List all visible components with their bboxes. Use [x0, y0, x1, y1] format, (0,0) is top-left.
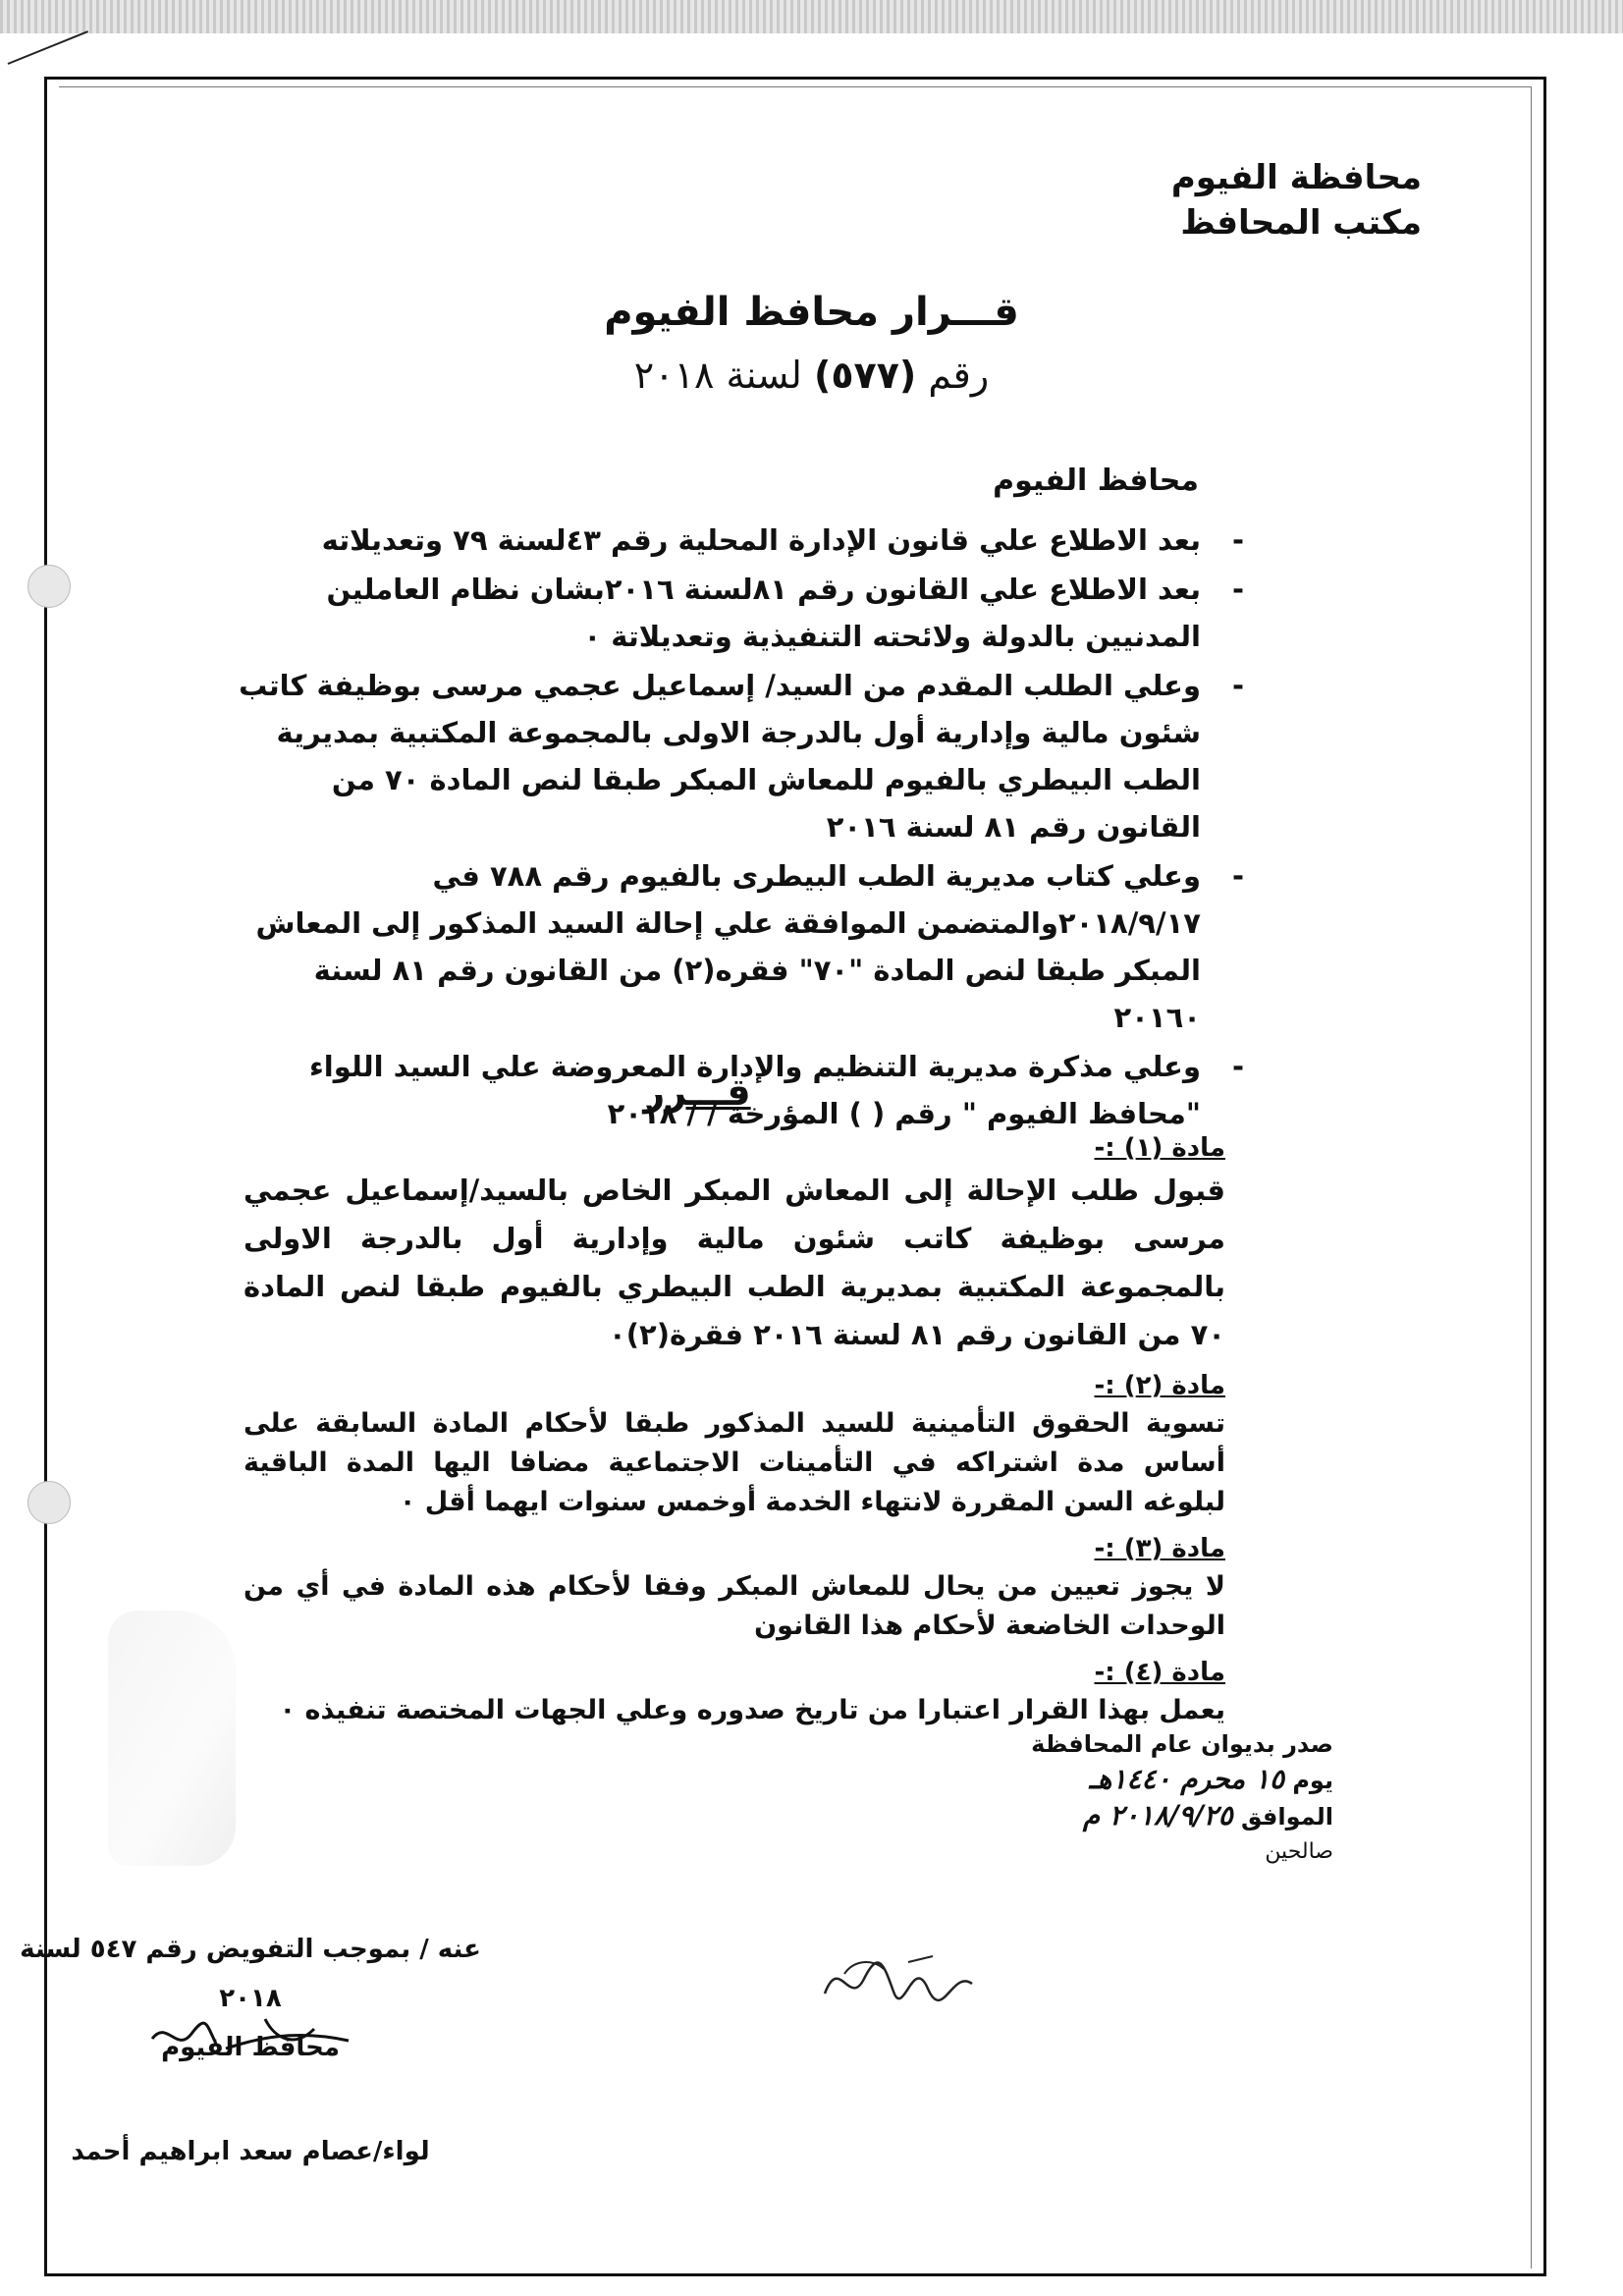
article-label: مادة (٢) :-	[1094, 1371, 1225, 1400]
decision-number-prefix: رقم	[928, 354, 990, 397]
issuance-block	[1031, 1726, 1333, 1870]
list-bullet: -	[1231, 1050, 1244, 1083]
list-bullet: -	[1231, 523, 1244, 557]
clerk-initials: صالحين	[1265, 1839, 1333, 1864]
issued-gregorian-date	[1031, 1798, 1333, 1834]
preamble-text: بعد الاطلاع علي القانون رقم ٨١لسنة ٢٠١٦بشان نظام العاملين المدنيين بالدولة ولائحته التنفيذية وتعديلاتة ٠	[326, 573, 1201, 653]
day-label: يوم	[1292, 1767, 1333, 1794]
decision-number	[0, 354, 1623, 397]
article-text: قبول طلب الإحالة إلى المعاش المبكر الخاص بالسيد/إسماعيل عجمي مرسى بوظيفة كاتب شئون مالية وإدارية أول بالدرجة الاولى بالمجموعة المكتبية بمديرية الطب البيطري بالفيوم طبقا لنص المادة ٧٠ من القانون رقم ٨١ لسنة ٢٠١٦ فقرة(٢)٠	[243, 1174, 1225, 1351]
handwritten-signature-governor	[147, 2009, 363, 2068]
article-label: مادة (٣) :-	[1094, 1534, 1225, 1563]
preamble-item	[219, 852, 1244, 1041]
handwritten-hijri-date: ١٥ محرم ١٤٤٠هـ	[1089, 1763, 1284, 1795]
list-bullet: -	[1231, 669, 1244, 702]
preamble-list	[219, 517, 1244, 1139]
article	[243, 1367, 1225, 1522]
article-text: تسوية الحقوق التأمينية للسيد المذكور طبقا لأحكام المادة السابقة على أساس مدة اشتراكه في التأمينات الاجتماعية مضافا اليها المدة الباقية لبلوغه السن المقررة لانتهاء الخدمة أوخمس سنوات ايهما أقل ٠	[243, 1408, 1225, 1517]
issued-hijri-date	[1031, 1762, 1333, 1798]
letterhead-governorate: محافظة الفيوم	[1170, 158, 1422, 197]
preamble-item	[219, 662, 1244, 850]
decision-number-year: لسنة ٢٠١٨	[633, 354, 802, 397]
letterhead-office: مكتب المحافظ	[1180, 203, 1422, 243]
article-text: يعمل بهذا القرار اعتبارا من تاريخ صدوره وعلي الجهات المختصة تنفيذه ٠	[279, 1695, 1225, 1725]
preamble-item	[219, 517, 1244, 564]
agreement-label: الموافق	[1241, 1803, 1333, 1831]
preamble-text: وعلي مذكرة مديرية التنظيم والإدارة المعروضة علي السيد اللواء "محافظ الفيوم " رقم ( ) المؤرخة / / ٢٠١٨	[308, 1050, 1201, 1130]
corner-mark	[8, 30, 88, 65]
preamble-item	[219, 566, 1244, 660]
signatory-name: لواء/عصام سعد ابراهيم أحمد	[71, 2137, 430, 2166]
governor-label: محافظ الفيوم	[993, 464, 1199, 498]
decision-number-value: (٥٧٧)	[813, 354, 917, 397]
punch-hole	[27, 1481, 71, 1524]
decision-heading: قـــرر	[643, 1070, 751, 1114]
preamble-text: وعلي كتاب مديرية الطب البيطرى بالفيوم رقم ٧٨٨ في ٢٠١٨/٩/١٧والمتضمن الموافقة علي إحالة السيد المذكور إلى المعاش المبكر طبقا لنص المادة "٧٠" فقره(٢) من القانون رقم ٨١ لسنة ٢٠١٦٠	[255, 859, 1201, 1034]
decision-title: قـــرار محافظ الفيوم	[604, 290, 1019, 335]
signature-space	[0, 2072, 501, 2127]
article	[243, 1129, 1225, 1359]
delegation-line: عنه / بموجب التفويض رقم ٥٤٧ لسنة ٢٠١٨	[20, 1935, 481, 2013]
article	[243, 1530, 1225, 1646]
scan-edge	[0, 0, 1623, 33]
article-label: مادة (١) :-	[1094, 1133, 1225, 1163]
issued-at: صدر بديوان عام المحافظة	[1031, 1730, 1333, 1758]
articles-section	[243, 1129, 1225, 1738]
list-bullet: -	[1231, 859, 1244, 893]
letterhead	[1171, 155, 1422, 246]
article-label: مادة (٤) :-	[1094, 1658, 1225, 1687]
preamble-text: وعلي الطلب المقدم من السيد/ إسماعيل عجمي مرسى بوظيفة كاتب شئون مالية وإدارية أول بالدرجة الاولى بالمجموعة المكتبية بمديرية الطب البيطري بالفيوم للمعاش المبكر طبقا لنص المادة ٧٠ من القانون رقم ٨١ لسنة ٢٠١٦	[239, 669, 1201, 844]
article	[243, 1654, 1225, 1730]
handwritten-gregorian-date: ٢٠١٨/٩/٢٥ م	[1082, 1799, 1233, 1831]
list-bullet: -	[1231, 573, 1244, 606]
handwritten-signature-clerk	[815, 1935, 982, 2023]
preamble-text: بعد الاطلاع علي قانون الإدارة المحلية رقم ٤٣لسنة ٧٩ وتعديلاته	[321, 523, 1201, 557]
article-text: لا يجوز تعيين من يحال للمعاش المبكر وفقا لأحكام هذه المادة في أي من الوحدات الخاضعة لأحكام هذا القانون	[243, 1571, 1225, 1641]
punch-hole	[27, 565, 71, 608]
signatory-title: محافظ الفيوم	[161, 2033, 340, 2062]
paper-fold-mark	[108, 1611, 236, 1866]
